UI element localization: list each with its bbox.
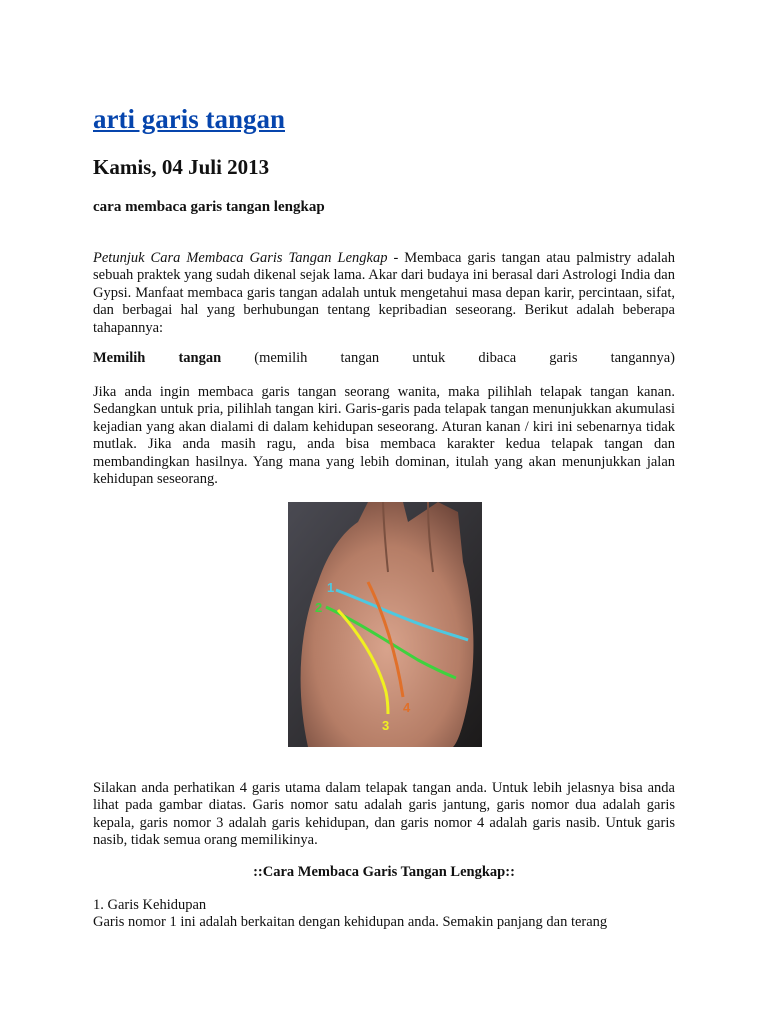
palm-lines-image: [288, 502, 482, 747]
choose-hand-line: [93, 350, 675, 367]
line-label-1: 1: [327, 580, 335, 595]
paragraph-main-lines: Silakan anda perhatikan 4 garis utama dalam telapak tangan anda. Untuk lebih jelasnya bisa anda lihat pada gambar diatas. Garis nomor satu adalah garis jantung, garis nomor dua adalah garis kepala, garis nomor 3 adalah garis kehidupan, dan garis nomor 4 adalah garis nasib. Untuk garis nasib, tidak semua orang memilikinya.: [93, 780, 675, 849]
section-heading: ::Cara Membaca Garis Tangan Lengkap::: [253, 864, 515, 880]
post-date: Kamis, 04 Juli 2013: [93, 155, 270, 179]
choose-hand-bold: Memilih tangan: [93, 350, 222, 366]
intro-text: - Membaca garis tangan atau palmistry adalah sebuah praktek yang sudah dikenal sejak lama. Akar dari budaya ini berasal dari Astrologi India dan Gypsi. Manfaat membaca garis tangan adalah untuk mengetahui masa depan karir, percintaan, sifat, dan berbagai hal yang berhubungan tentang kepribadian seseorang. Berikut adalah beberapa tahapannya:: [93, 250, 675, 336]
choose-hand-text: (memilih tangan untuk dibaca garis tangannya): [254, 350, 675, 366]
list-item-title: 1. Garis Kehidupan: [93, 897, 207, 913]
line-label-2: 2: [315, 600, 323, 615]
intro-paragraph: [93, 250, 675, 337]
post-title-link[interactable]: arti garis tangan: [93, 104, 285, 134]
paragraph-hand-choice: Jika anda ingin membaca garis tangan seorang wanita, maka pilihlah telapak tangan kanan. Sedangkan untuk pria, pilihlah tangan kiri. Garis-garis pada telapak tangan menunjukkan akumulasi kejadian yang akan dialami di dalam kehidupan seseorang. Aturan kanan / kiri ini sebenarnya tidak mutlak. Jika anda masih ragu, anda bisa membaca karakter kedua telapak tangan dan membandingkan hasilnya. Yang mana yang lebih dominan, itulah yang akan menunjukkan jalan kehidupan seseorang.: [93, 384, 675, 488]
list-item-text: Garis nomor 1 ini adalah berkaitan dengan kehidupan anda. Semakin panjang dan terang: [93, 914, 608, 930]
line-label-3: 3: [382, 718, 390, 733]
intro-lead-italic: Petunjuk Cara Membaca Garis Tangan Lengkap: [93, 250, 388, 266]
line-label-4: 4: [403, 700, 411, 715]
post-subtitle: cara membaca garis tangan lengkap: [93, 199, 325, 215]
